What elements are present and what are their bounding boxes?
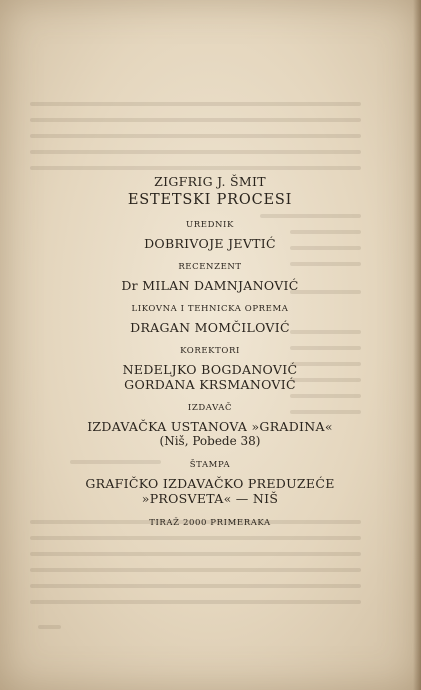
book-title: ESTETSKI PROCESI (127, 192, 293, 208)
print-run: TIRAŽ 2000 PRIMERAKA (149, 518, 271, 528)
design-label: LIKOVNA I TEHNICKA OPREMA (131, 304, 289, 314)
proofreaders-label: KOREKTORI (180, 346, 240, 356)
publisher-name: IZDAVAČKA USTANOVA »GRADINA« (87, 419, 333, 434)
publisher-label: IZDAVAČ (187, 403, 233, 413)
proofreader-name: NEDELJKO BOGDANOVIĆ (122, 362, 298, 377)
publisher-address: (Niš, Pobede 38) (159, 434, 261, 448)
author-name: ZIGFRIG J. ŠMIT (154, 174, 266, 189)
printing-label: ŠTAMPA (189, 460, 231, 470)
printer-name-line2: »PROSVETA« — NIŠ (141, 491, 279, 506)
proofreader-name: GORDANA KRSMANOVIĆ (124, 377, 296, 392)
editor-name: DOBRIVOJE JEVTIĆ (144, 236, 276, 251)
design-name: DRAGAN MOMČILOVIĆ (130, 320, 290, 335)
printer-name: GRAFIČKO IZDAVAČKO PREDUZEĆE (85, 476, 335, 491)
page-edge-shadow (413, 0, 421, 690)
reviewer-label: RECENZENT (178, 262, 242, 272)
colophon (70, 174, 350, 528)
editor-label: UREDNIK (186, 220, 234, 230)
reviewer-name: Dr MILAN DAMNJANOVIĆ (121, 278, 299, 293)
